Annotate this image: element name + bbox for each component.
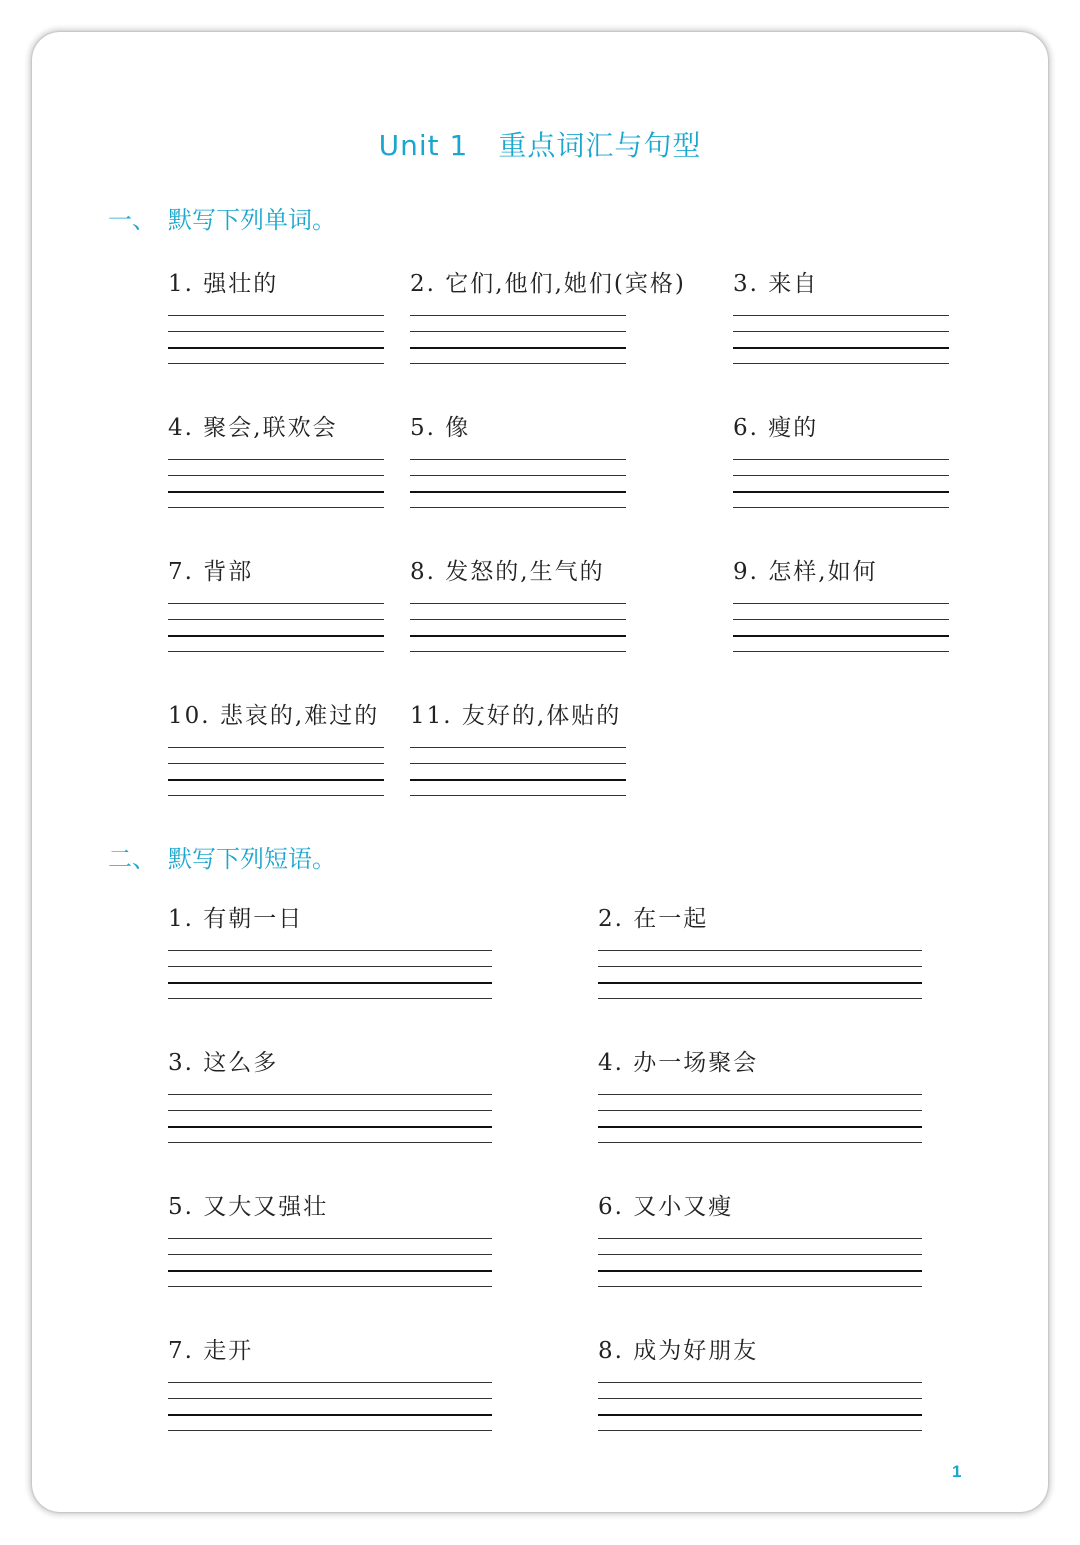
writing-line [168,635,384,637]
writing-line [168,475,384,476]
writing-line [168,1430,492,1431]
writing-line [168,747,384,748]
item-label: 3. 这么多 [168,1050,279,1076]
writing-line [168,1286,492,1287]
writing-line [598,950,922,951]
writing-line [168,651,384,652]
writing-line [410,315,626,316]
writing-line [168,507,384,508]
writing-line [168,1382,492,1383]
section1-heading [108,200,336,235]
item-label: 6. 瘦的 [733,415,819,441]
writing-line [168,1254,492,1255]
section1-title: 默写下列单词。 [168,206,336,234]
writing-line [733,507,949,508]
worksheet-page [32,32,1048,1512]
writing-line [598,1110,922,1111]
writing-line [168,1238,492,1239]
writing-line [733,459,949,460]
item-label: 4. 聚会,联欢会 [168,415,338,441]
item-label: 1. 有朝一日 [168,906,304,932]
section2-title: 默写下列短语。 [168,845,336,873]
writing-line [168,982,492,984]
writing-line [168,998,492,999]
writing-line [410,747,626,748]
item-label: 6. 又小又瘦 [598,1194,734,1220]
writing-line [168,619,384,620]
writing-line [598,1430,922,1431]
writing-line [410,347,626,349]
writing-line [598,998,922,999]
item-label: 11. 友好的,体贴的 [410,703,622,729]
writing-line [598,1382,922,1383]
writing-line [168,603,384,604]
writing-line [168,315,384,316]
writing-line [410,651,626,652]
writing-line [733,347,949,349]
writing-line [168,1110,492,1111]
section1-number: 一、 [108,206,156,234]
unit-subtitle: 重点词汇与句型 [498,129,702,162]
writing-line [410,779,626,781]
page-number: 1 [952,1462,962,1481]
writing-line [168,1126,492,1128]
section2-heading [108,839,336,874]
writing-line [168,347,384,349]
writing-line [733,363,949,364]
writing-line [410,795,626,796]
writing-line [168,966,492,967]
item-label: 7. 走开 [168,1338,254,1364]
writing-line [168,331,384,332]
writing-line [410,507,626,508]
writing-line [733,603,949,604]
writing-line [168,491,384,493]
writing-line [168,779,384,781]
item-label: 2. 它们,他们,她们(宾格) [410,271,686,297]
item-label: 5. 像 [410,415,471,441]
writing-line [168,459,384,460]
item-label: 1. 强壮的 [168,271,279,297]
writing-line [598,1414,922,1416]
unit-label: Unit 1 [378,129,469,162]
item-label: 8. 发怒的,生气的 [410,559,605,585]
writing-line [168,1142,492,1143]
item-label: 8. 成为好朋友 [598,1338,759,1364]
writing-line [168,950,492,951]
writing-line [598,1094,922,1095]
writing-line [598,982,922,984]
writing-line [410,635,626,637]
writing-line [168,1398,492,1399]
item-label: 7. 背部 [168,559,254,585]
writing-line [598,1238,922,1239]
writing-line [168,763,384,764]
writing-line [410,619,626,620]
section2-number: 二、 [108,845,156,873]
writing-line [410,363,626,364]
writing-line [410,603,626,604]
writing-line [598,1142,922,1143]
writing-line [410,459,626,460]
writing-line [733,331,949,332]
writing-line [733,635,949,637]
page-title [0,124,1080,164]
writing-line [410,331,626,332]
writing-line [168,1094,492,1095]
writing-line [733,651,949,652]
item-label: 9. 怎样,如何 [733,559,878,585]
writing-line [598,1398,922,1399]
writing-line [598,1286,922,1287]
item-label: 3. 来自 [733,271,819,297]
item-label: 5. 又大又强壮 [168,1194,329,1220]
writing-line [168,1414,492,1416]
writing-line [410,491,626,493]
writing-line [168,795,384,796]
writing-line [598,1254,922,1255]
writing-line [733,475,949,476]
writing-line [733,315,949,316]
writing-line [598,1270,922,1272]
writing-line [410,475,626,476]
writing-line [598,966,922,967]
item-label: 10. 悲哀的,难过的 [168,703,380,729]
item-label: 4. 办一场聚会 [598,1050,759,1076]
writing-line [168,1270,492,1272]
writing-line [733,491,949,493]
writing-line [598,1126,922,1128]
writing-line [733,619,949,620]
writing-line [410,763,626,764]
writing-line [168,363,384,364]
item-label: 2. 在一起 [598,906,709,932]
